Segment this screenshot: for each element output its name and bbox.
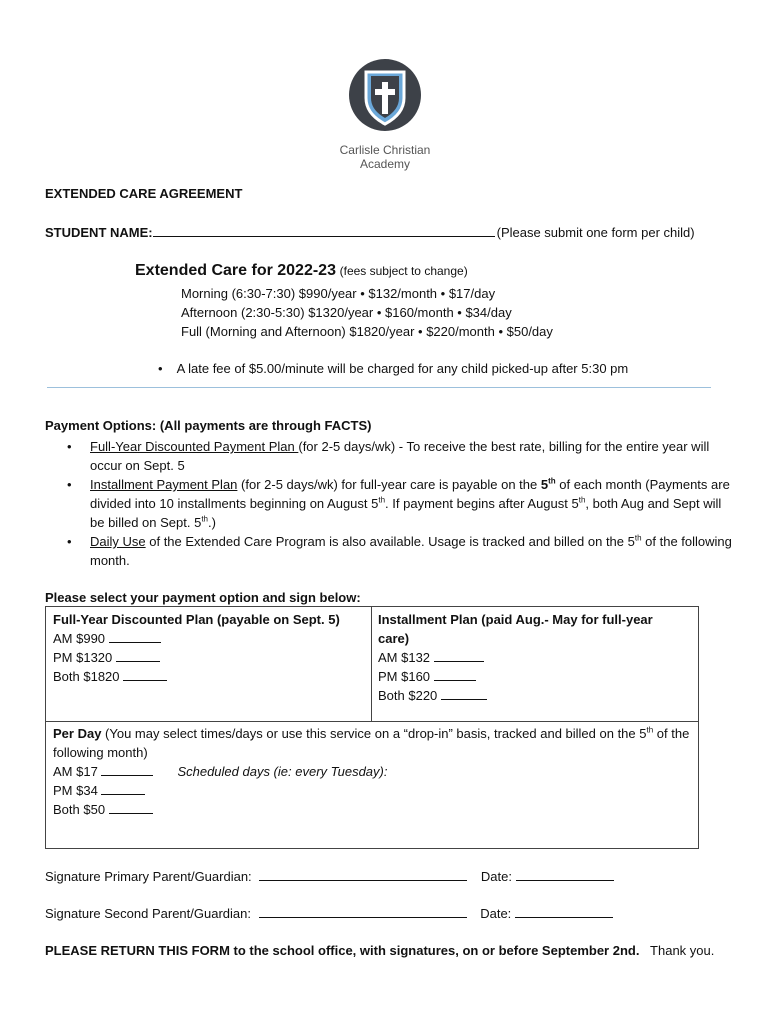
- installment-am-field[interactable]: [434, 649, 484, 662]
- student-name-row: [45, 224, 695, 240]
- installment-title: Installment Plan (paid Aug.- May for full-year care): [378, 612, 653, 646]
- payment-options: [45, 437, 735, 570]
- form-title: EXTENDED CARE AGREEMENT: [45, 186, 243, 201]
- select-heading: Please select your payment option and sign below:: [45, 590, 361, 605]
- installment-am: [378, 648, 678, 667]
- signature-primary-label: Signature Primary Parent/Guardian:: [45, 869, 252, 884]
- care-rates: [181, 284, 553, 341]
- per-day-cell: [53, 724, 693, 819]
- school-logo: [318, 52, 452, 182]
- signature-primary-date-label: Date:: [480, 869, 512, 884]
- signature-second-label: Signature Second Parent/Guardian:: [45, 906, 251, 921]
- option-full-year-link[interactable]: Full-Year Discounted Payment Plan: [90, 439, 299, 454]
- installment-pm-field[interactable]: [434, 668, 476, 681]
- installment-pm: [378, 667, 678, 686]
- student-name-label: STUDENT NAME:: [45, 225, 153, 240]
- full-year-title: Full-Year Discounted Plan (payable on Sept. 5): [53, 612, 340, 627]
- full-year-pm-label: PM $1320: [53, 650, 113, 665]
- rate-afternoon: Afternoon (2:30-5:30) $1320/year • $160/month • $34/day: [181, 305, 512, 320]
- opt2-j: .): [207, 515, 216, 530]
- opt2-h: , both Aug and Sept will be billed on Sept. 5: [90, 496, 722, 530]
- late-fee-text: A late fee of $5.00/minute will be charged for any child picked-up after 5:30 pm: [176, 361, 629, 376]
- table-divider-v: [371, 606, 372, 722]
- footer-rest: Thank you.: [639, 943, 715, 958]
- option-full-year-text: (for 2-5 days/wk) - To receive the best rate, billing for the entire year will occur on Sept. 5: [90, 439, 710, 473]
- installment-pm-label: PM $160: [378, 669, 431, 684]
- full-year-am-label: AM $990: [53, 631, 106, 646]
- per-day-header: [53, 724, 693, 762]
- scheduled-days-label: Scheduled days (ie: every Tuesday):: [177, 764, 388, 779]
- installment-both-label: Both $220: [378, 688, 438, 703]
- rate-morning: Morning (6:30-7:30) $990/year • $132/month • $17/day: [181, 286, 496, 301]
- opt2-g: th: [578, 495, 586, 505]
- logo-line-2: Academy: [359, 157, 411, 171]
- per-day-both: [53, 800, 693, 819]
- student-name-field[interactable]: [153, 224, 495, 237]
- per-day-pm-label: PM $34: [53, 783, 98, 798]
- opt2-a: (for 2-5 days/wk) for full-year care is payable on the: [237, 477, 541, 492]
- footer-note: [45, 943, 714, 958]
- care-heading: Extended Care for 2022-23: [135, 262, 336, 279]
- per-day-am-field[interactable]: [101, 763, 153, 776]
- full-year-cell: [53, 610, 365, 686]
- per-day-both-label: Both $50: [53, 802, 106, 817]
- opt3-c: of the following month.: [90, 534, 732, 568]
- per-day-am: [53, 762, 693, 781]
- signature-second: [45, 905, 613, 921]
- per-day-am-label: AM $17: [53, 764, 98, 779]
- full-year-am-field[interactable]: [109, 630, 161, 643]
- installment-cell: [378, 610, 678, 705]
- payment-heading: Payment Options: (All payments are through FACTS): [45, 418, 372, 433]
- option-installment: [45, 475, 735, 532]
- rate-full: Full (Morning and Afternoon) $1820/year • $220/month • $50/day: [181, 324, 553, 339]
- full-year-both-label: Both $1820: [53, 669, 120, 684]
- installment-both-field[interactable]: [441, 687, 487, 700]
- per-day-title: Per Day: [53, 726, 102, 741]
- full-year-am: [53, 629, 365, 648]
- option-full-year: [45, 437, 735, 475]
- full-year-pm-field[interactable]: [116, 649, 160, 662]
- full-year-both-field[interactable]: [123, 668, 167, 681]
- installment-both: [378, 686, 678, 705]
- opt2-i: th: [201, 514, 208, 524]
- opt3-a: of the Extended Care Program is also available. Usage is tracked and billed on the 5: [145, 534, 635, 549]
- signature-second-field[interactable]: [259, 905, 467, 918]
- option-daily: [45, 532, 735, 570]
- care-heading-note: (fees subject to change): [339, 264, 468, 278]
- signature-primary-date-field[interactable]: [516, 868, 614, 881]
- opt2-c: th: [548, 476, 556, 486]
- per-day-both-field[interactable]: [109, 801, 153, 814]
- opt3-b: th: [634, 533, 642, 543]
- student-note: (Please submit one form per child): [496, 225, 695, 240]
- signature-primary: [45, 868, 614, 884]
- full-year-pm: [53, 648, 365, 667]
- opt2-b: 5: [540, 477, 549, 492]
- per-day-pm-field[interactable]: [101, 782, 145, 795]
- bullet-icon: •: [158, 361, 163, 376]
- full-year-both: [53, 667, 365, 686]
- late-fee: [158, 361, 628, 376]
- divider: [47, 387, 711, 388]
- per-day-text2: of the following month): [53, 726, 690, 760]
- opt2-d: of each month (Payments are divided into 10 installments beginning on August 5: [90, 477, 730, 511]
- installment-am-label: AM $132: [378, 650, 431, 665]
- per-day-pm: [53, 781, 693, 800]
- opt2-f: . If payment begins after August 5: [385, 496, 579, 511]
- opt2-e: th: [378, 495, 386, 505]
- per-day-sup: th: [646, 725, 654, 735]
- signature-primary-field[interactable]: [259, 868, 467, 881]
- per-day-text: (You may select times/days or use this service on a “drop-in” basis, tracked and billed on the 5: [101, 726, 647, 741]
- footer-bold: PLEASE RETURN THIS FORM to the school office, with signatures, on or before September 2nd.: [45, 943, 640, 958]
- option-daily-link[interactable]: Daily Use: [90, 534, 146, 549]
- option-installment-link[interactable]: Installment Payment Plan: [90, 477, 238, 492]
- logo-line-1: Carlisle Christian: [339, 143, 431, 157]
- care-heading-row: [135, 262, 468, 280]
- shield-cross-icon: [318, 52, 452, 138]
- signature-second-date-field[interactable]: [515, 905, 613, 918]
- table-divider-h: [45, 721, 699, 722]
- signature-second-date-label: Date:: [480, 906, 512, 921]
